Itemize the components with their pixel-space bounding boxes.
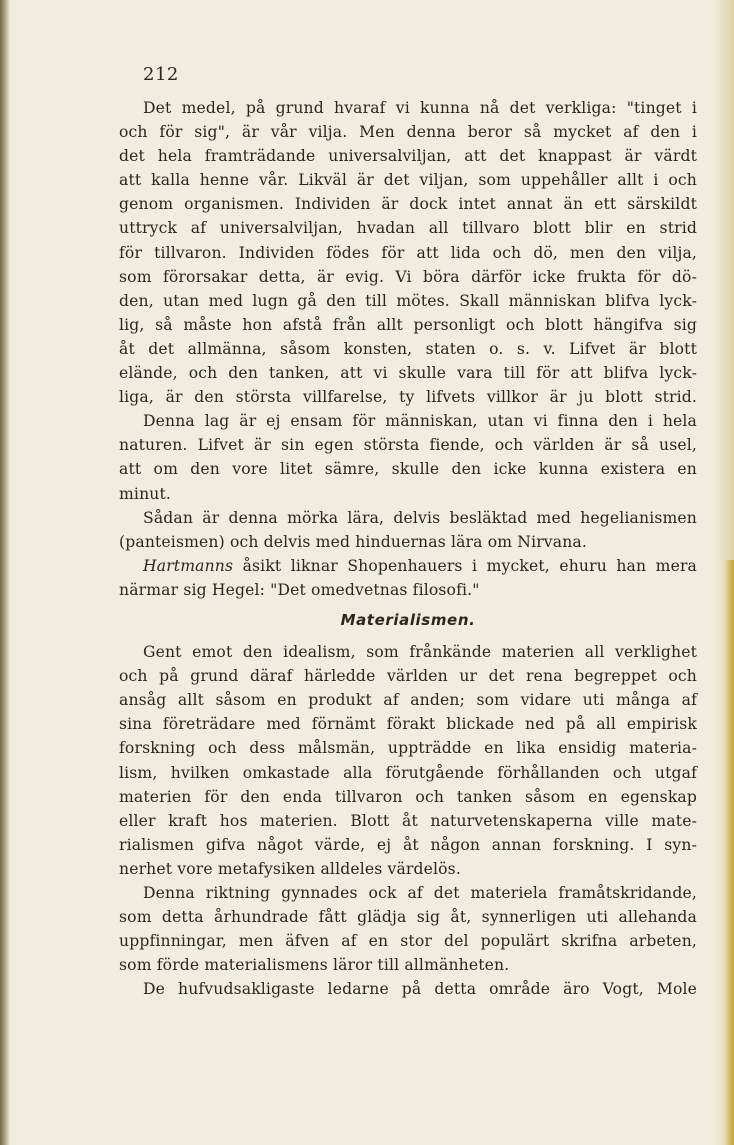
page-number: 212 (143, 64, 179, 85)
text-line: åt det allmänna, såsom konsten, staten o. s. v. Lifvet är blott (119, 339, 697, 358)
text-line: som detta århundrade fått glädja sig åt, synnerligen uti allehanda (119, 908, 697, 927)
text-line: Sådan är denna mörka lära, delvis besläktad med hegelianismen (143, 508, 697, 527)
text-line: Denna lag är ej ensam för människan, utan vi finna den i hela (143, 412, 697, 431)
paragraph (119, 977, 697, 1001)
text-line: den, utan med lugn gå den till mötes. Skall människan blifva lyck- (119, 291, 697, 310)
text-line: att om den vore litet sämre, skulle den icke kunna existera en (119, 460, 697, 479)
text-line: ansåg allt såsom en produkt af anden; som vidare uti många af (119, 691, 697, 710)
text-line: och för sig", är vår vilja. Men denna beror så mycket af den i (119, 123, 697, 142)
text-line: som förde materialismens läror till allmänheten. (119, 956, 510, 975)
text-line: (panteismen) och delvis med hinduernas lära om Nirvana. (119, 532, 587, 551)
text-line: De hufvudsakligaste ledarne på detta område äro Vogt, Mole (143, 980, 697, 999)
text-line: uttryck af universalviljan, hvadan all tillvaro blott blir en strid (119, 219, 697, 238)
text-line: genom organismen. Individen är dock intet annat än ett särskildt (119, 195, 697, 214)
text-line: forskning och dess målsmän, uppträdde en lika ensidig materia- (119, 739, 697, 758)
paragraph (119, 640, 697, 881)
paragraph (119, 506, 697, 554)
text-line: Denna riktning gynnades ock af det materiela framåtskridande, (143, 884, 697, 902)
paragraph (119, 554, 697, 602)
text-line: eller kraft hos materien. Blott åt naturvetenskaperna ville mate- (119, 811, 697, 830)
text-line: för tillvaron. Individen födes för att lida och dö, men den vilja, (119, 243, 697, 262)
page-body (119, 96, 697, 1001)
text-line: minut. (119, 484, 171, 503)
text-line: att kalla henne vår. Likväl är det viljan, som uppehåller allt i och (119, 171, 697, 190)
text-line: liga, är den största villfarelse, ty lifvets villkor är ju blott strid. (119, 388, 697, 407)
text-line: lig, så måste hon afstå från allt personligt och blott hängifva sig (119, 315, 697, 334)
text-line: naturen. Lifvet är sin egen största fiende, och världen är så usel, (119, 436, 697, 455)
text-line: lism, hvilken omkastade alla förutgående förhållanden och utgaf (119, 763, 697, 782)
text-line: närmar sig Hegel: "Det omedvetnas filosofi." (119, 580, 480, 599)
text-line: rialismen gifva något värde, ej åt någon annan forskning. I syn- (119, 835, 697, 854)
text-line: det hela framträdande universalviljan, att det knappast är värdt (119, 147, 697, 166)
text-line-rest: åsikt liknar Shopenhauers i mycket, ehuru han mera (233, 556, 697, 575)
author-name-italic: Hartmanns (143, 556, 234, 575)
text-line (119, 554, 697, 578)
paragraph (119, 96, 697, 409)
text-line: elände, och den tanken, att vi skulle vara till för att blifva lyck- (119, 364, 697, 383)
page-right-edge (724, 560, 734, 1145)
text-line: som förorsakar detta, är evig. Vi böra därför icke frukta för dö- (119, 267, 697, 286)
paragraph (119, 881, 697, 977)
book-gutter-edge (0, 0, 10, 1145)
text-line: materien för den enda tillvaron och tanken såsom en egenskap (119, 787, 697, 806)
text-line: nerhet vore metafysiken alldeles värdelös. (119, 859, 461, 878)
text-line: Gent emot den idealism, som frånkände materien all verklighet (143, 643, 697, 662)
text-line: uppfinningar, men äfven af en stor del populärt skrifna arbeten, (119, 932, 697, 951)
text-line: och på grund däraf härledde världen ur det rena begreppet och (119, 667, 697, 686)
text-line: Det medel, på grund hvaraf vi kunna nå det verkliga: "tinget i (143, 99, 697, 117)
paragraph (119, 409, 697, 505)
section-heading: Materialismen. (340, 610, 476, 629)
text-line: sina företrädare med förnämt förakt blickade ned på all empirisk (119, 715, 697, 734)
